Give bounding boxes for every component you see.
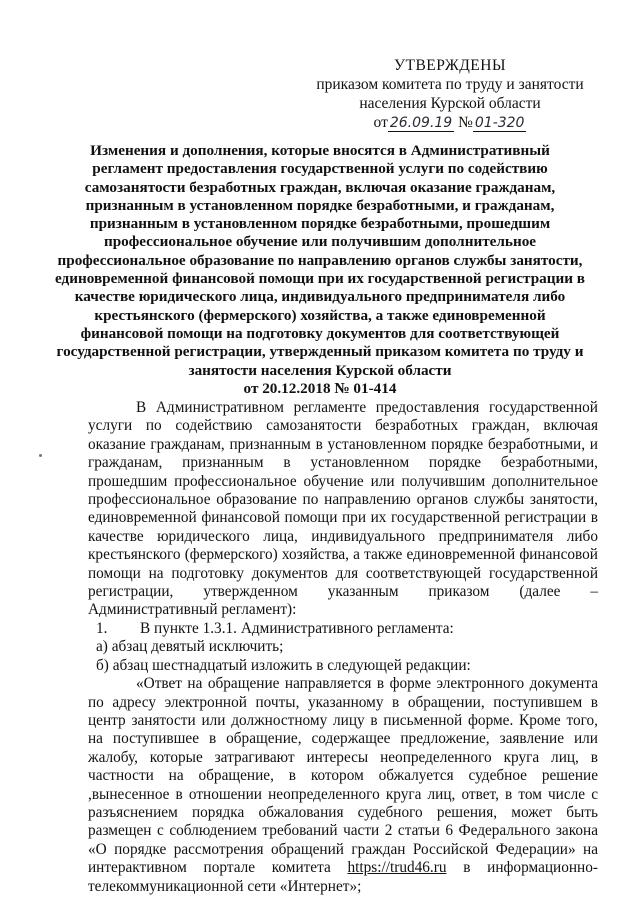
approval-line-1: приказом комитета по труду и занятости [316, 76, 584, 93]
heading-text: Изменения и дополнения, которые вносятся в Административный регламент предоставления государственной услуги по содействию самозанятости безработных граждан, включая оказание гражданам, признанным в установленном порядке безработными, и гражданам, признанным в установленном порядке безработными, прошедшим профессиональное обучение или получившим дополнительное профессиональное образование по направлению органов службы занятости, единовременной финансовой помощи при их государственной регистрации в качестве юридического лица, индивидуального предпринимателя либо крестьянского (фермерского) хозяйства, а также единовременной финансовой помощи на подготовку документов для соответствующей государственной регистрации, утвержденный приказом комитета по труду и занятости населения Курской области [55, 142, 585, 379]
approval-line-2: населения Курской области [359, 95, 541, 112]
portal-link[interactable]: https://trud46.ru [347, 859, 447, 877]
scan-mark [39, 454, 42, 457]
item-1 [88, 620, 598, 638]
intro-paragraph: В Административном регламенте предоставления государственной услуги по содействию самозанятости безработных граждан, включая оказание гражданам, признанным в установленном порядке безработными, и гражданам, признанным в установленном порядке безработными, прошедшим профессиональное обучение или получившим дополнительное профессиональное образование по направлению органов службы занятости, единовременной финансовой помощи при их государственной регистрации в качестве юридического лица, индивидуального предпринимателя либо крестьянского (фермерского) хозяйства, а также единовременной финансовой помощи на подготовку документов для соответствующей государственной регистрации, утвержденном указанным приказом (далее – Административный регламент): [88, 399, 598, 619]
handwritten-date: 26.09.19 [389, 115, 453, 131]
from-prefix: от [373, 114, 388, 131]
number-prefix: № [458, 114, 473, 131]
approval-title: УТВЕРЖДЕНЫ [394, 57, 506, 74]
subitem-a: а) абзац девятый исключить; [96, 638, 284, 656]
subitem-b: б) абзац шестнадцатый изложить в следующей редакции: [96, 656, 471, 674]
document-heading [55, 142, 585, 398]
approval-block [300, 56, 600, 133]
handwritten-number: 01-320 [474, 115, 525, 131]
order-date-number [374, 113, 527, 133]
item-1-number: 1. [96, 619, 108, 637]
document-body [88, 399, 598, 896]
quote-text: «Ответ на обращение направляется в форме электронного документа по адресу электронной почты, указанному в обращении, поступившем в центр занятости или должностному лицу в письменной форме. Кроме того, на поступившее в обращение, содержащее предложение, заявление или жалобу, которые затрагивают интересы неопределенного круга лиц, в частности на обращение, в котором обжалуется судебное решение ,вынесенное в отношении неопределенного круга лиц, ответ, в том числе с разъяснением порядка обжалования судебного решения, может быть размещен с соблюдением требований части 2 статьи 6 Федерального закона «О порядке рассмотрения обращений граждан Российской Федерации» на интерактивном портале комитета [88, 675, 598, 877]
quote-end: в информационно-телекоммуникационной сети «Интернет»; [88, 859, 598, 895]
heading-date: от 20.12.2018 № 01-414 [243, 379, 397, 397]
item-1-text: В пункте 1.3.1. Административного регламента: [140, 619, 454, 637]
quote-paragraph [88, 675, 598, 896]
